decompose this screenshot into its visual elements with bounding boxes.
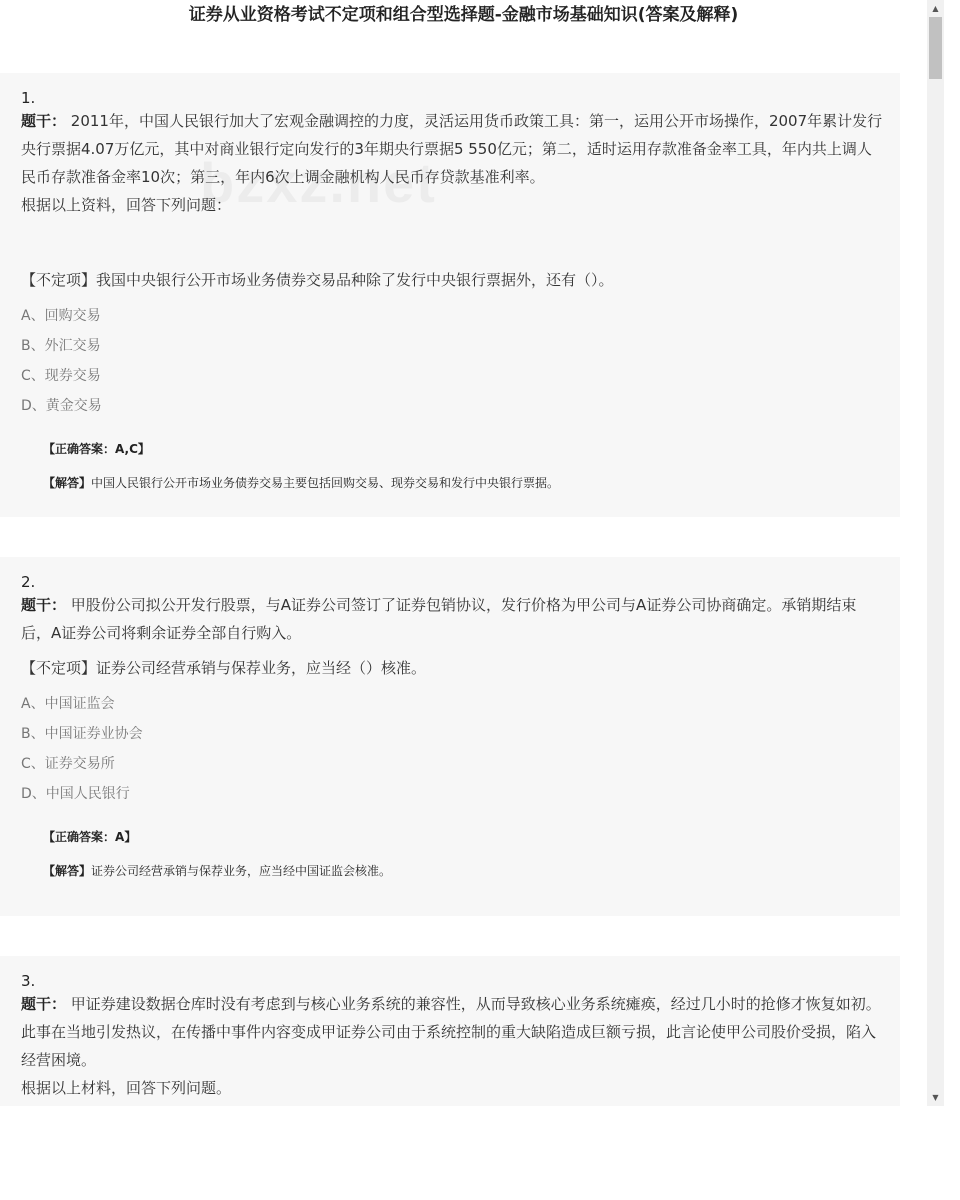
scrollbar-thumb[interactable]	[929, 17, 942, 79]
question-stem	[21, 591, 886, 647]
explanation-text: 证券公司经营承销与保荐业务，应当经中国证监会核准。	[91, 864, 392, 878]
option-a[interactable]: A、中国证监会	[21, 696, 115, 712]
question-stem	[21, 990, 886, 1102]
answer-label: 【正确答案：	[43, 830, 116, 844]
stem-text: 2011年，中国人民银行加大了宏观金融调控的力度，灵活运用货币政策工具：第一，运用公开市场操作，2007年累计发行央行票据4.07万亿元，其中对商业银行定向发行的3年期央行票据5 550亿元；第二，适时运用存款准备金率工具，年内共上调人民币存款准备金率10次；第三，年内6次上调金融机构人民币存贷款基准利率。	[21, 112, 883, 186]
question-number: 3.	[21, 972, 36, 990]
explanation-label: 【解答】	[43, 476, 92, 490]
scroll-down-icon[interactable]: ▼	[932, 1093, 939, 1102]
stem-text-2: 根据以上材料，回答下列问题。	[21, 1079, 232, 1097]
option-c[interactable]: C、现券交易	[21, 368, 101, 384]
sub-question: 【不定项】证券公司经营承销与保荐业务，应当经（）核准。	[21, 659, 427, 677]
sub-question: 【不定项】我国中央银行公开市场业务债券交易品种除了发行中央银行票据外，还有（）。	[21, 271, 614, 289]
option-d[interactable]: D、中国人民银行	[21, 786, 130, 802]
question-card-2	[0, 557, 900, 916]
question-card-3	[0, 956, 900, 1106]
question-number: 2.	[21, 573, 36, 591]
correct-answer	[43, 827, 886, 847]
answer-value: A	[115, 830, 125, 844]
scroll-up-icon[interactable]: ▲	[932, 4, 939, 13]
stem-text-2: 根据以上资料，回答下列问题：	[21, 196, 232, 214]
answer-value: A,C	[115, 442, 138, 456]
stem-label: 题干：	[21, 596, 67, 614]
option-c[interactable]: C、证券交易所	[21, 756, 115, 772]
option-d[interactable]: D、黄金交易	[21, 398, 102, 414]
question-card-1	[0, 73, 900, 517]
option-b[interactable]: B、外汇交易	[21, 338, 101, 354]
answer-close: 】	[124, 830, 137, 844]
option-a[interactable]: A、回购交易	[21, 308, 101, 324]
question-number: 1.	[21, 89, 36, 107]
stem-text: 甲股份公司拟公开发行股票，与A证券公司签订了证券包销协议，发行价格为甲公司与A证券公司协商确定。承销期结束后，A证券公司将剩余证券全部自行购入。	[21, 596, 857, 642]
answer-label: 【正确答案：	[43, 442, 116, 456]
stem-text: 甲证券建设数据仓库时没有考虑到与核心业务系统的兼容性，从而导致核心业务系统瘫痪，经过几小时的抢修才恢复如初。此事在当地引发热议，在传播中事件内容变成甲证券公司由于系统控制的重大缺陷造成巨额亏损，此言论使甲公司股价受损，陷入经营困境。	[21, 995, 881, 1069]
explanation	[43, 861, 886, 881]
explanation-label: 【解答】	[43, 864, 92, 878]
option-b[interactable]: B、中国证券业协会	[21, 726, 143, 742]
explanation	[43, 473, 886, 493]
stem-label: 题干：	[21, 112, 67, 130]
vertical-scrollbar[interactable]	[927, 0, 944, 1106]
page-title: 证券从业资格考试不定项和组合型选择题-金融市场基础知识(答案及解释)	[188, 5, 739, 25]
correct-answer	[43, 439, 886, 459]
stem-label: 题干：	[21, 995, 67, 1013]
question-stem	[21, 107, 886, 219]
answer-close: 】	[137, 442, 150, 456]
explanation-text: 中国人民银行公开市场业务债券交易主要包括回购交易、现券交易和发行中央银行票据。	[91, 476, 560, 490]
